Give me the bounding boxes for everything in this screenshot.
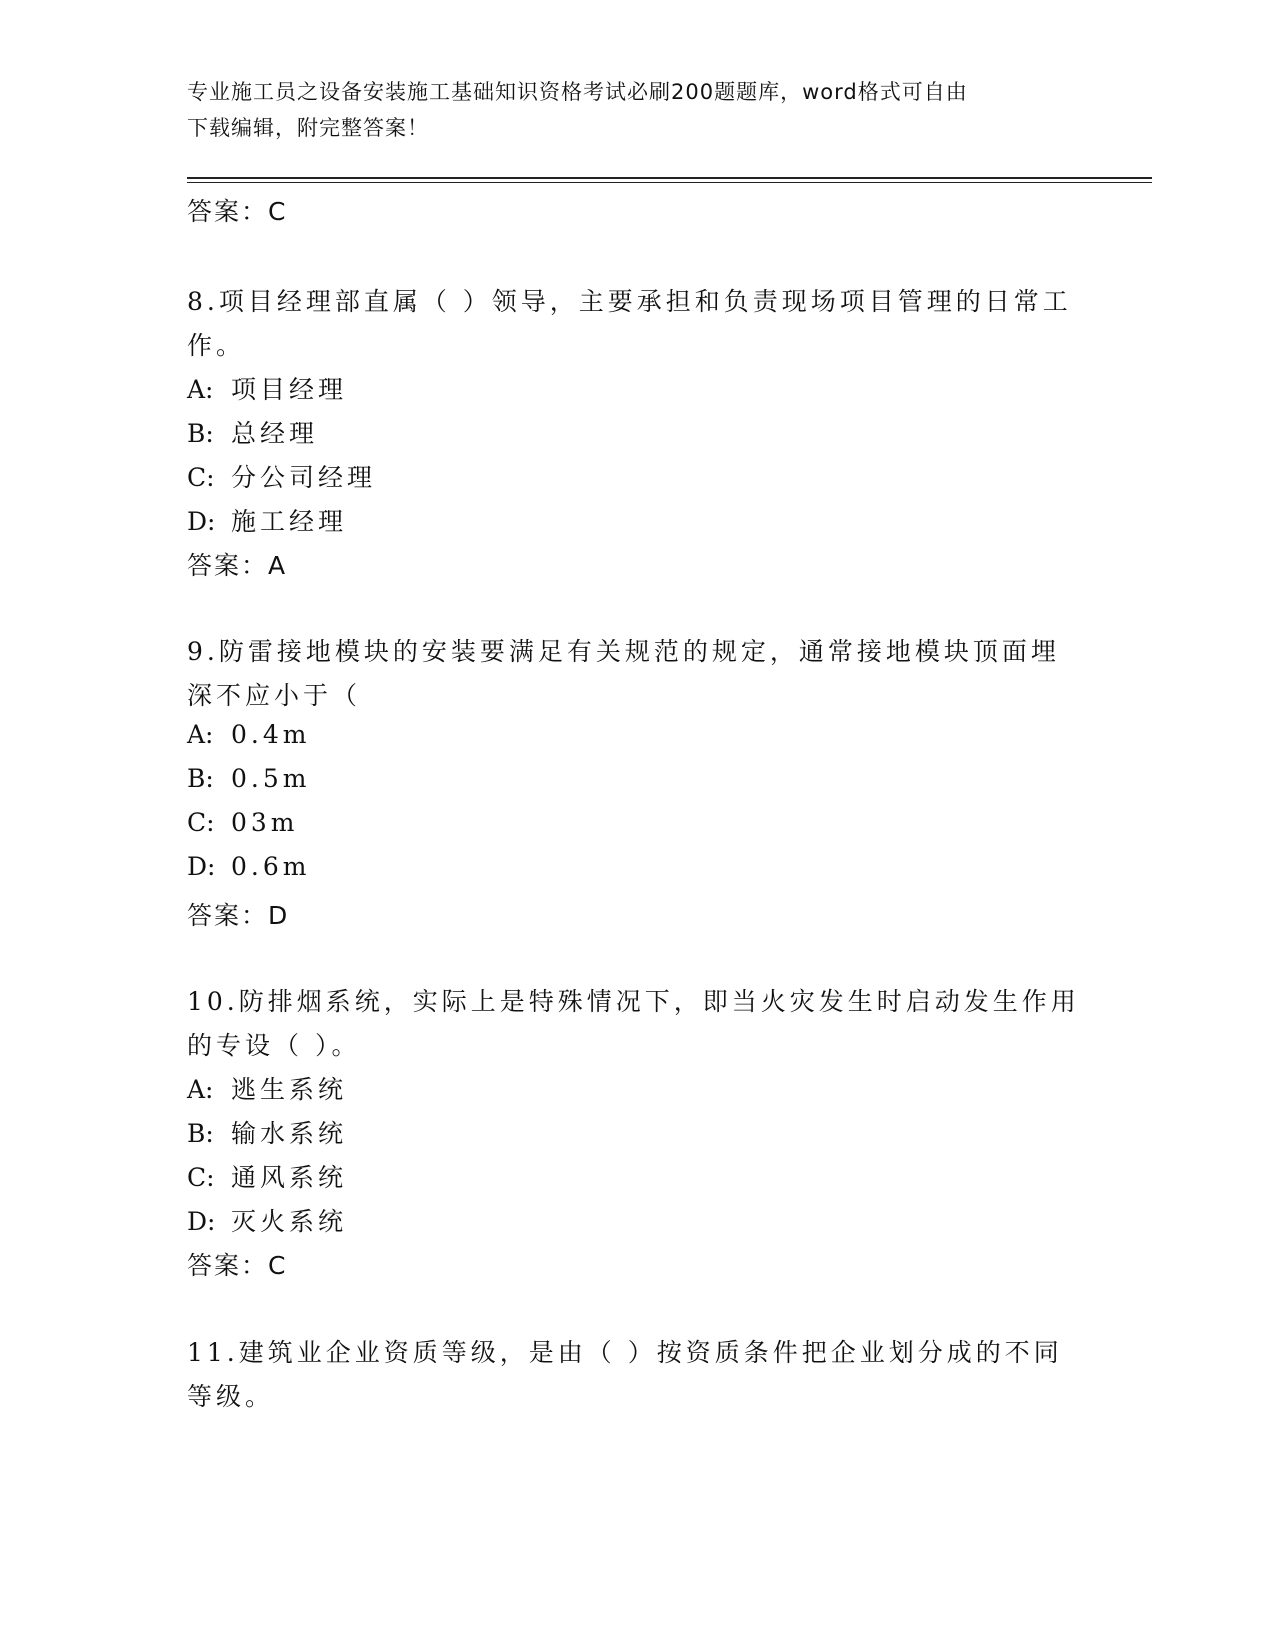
option-key: B: bbox=[187, 764, 214, 793]
question-8-option-a bbox=[187, 370, 347, 406]
option-text: 通风系统 bbox=[231, 1163, 348, 1192]
question-9-stem-line-1: 9.防雷接地模块的安装要满足有关规范的规定，通常接地模块顶面埋 bbox=[187, 637, 1060, 666]
option-text: 总经理 bbox=[231, 419, 319, 448]
question-8-answer: 答案：A bbox=[187, 551, 288, 580]
question-8-option-c bbox=[187, 458, 376, 494]
option-key: B: bbox=[187, 419, 214, 448]
page-header bbox=[187, 74, 1067, 146]
question-10-answer: 答案：C bbox=[187, 1251, 288, 1280]
option-text: 项目经理 bbox=[231, 375, 348, 404]
question-8-stem-line-2: 作。 bbox=[187, 331, 246, 360]
option-text: 输水系统 bbox=[231, 1119, 348, 1148]
question-9-option-b bbox=[187, 764, 310, 793]
option-key: D: bbox=[187, 852, 216, 881]
option-text: 0.5m bbox=[231, 764, 311, 793]
option-key: C: bbox=[187, 1163, 215, 1192]
header-line-1: 专业施工员之设备安装施工基础知识资格考试必刷200题题库，word格式可自由 bbox=[187, 80, 968, 104]
question-11-stem-line-2: 等级。 bbox=[187, 1382, 275, 1411]
question-11-stem-line-1: 11.建筑业企业资质等级，是由（ ）按资质条件把企业划分成的不同 bbox=[187, 1338, 1063, 1367]
question-10-option-d bbox=[187, 1202, 347, 1238]
answer-prev: 答案：C bbox=[187, 197, 288, 226]
option-key: D: bbox=[187, 507, 216, 536]
option-key: C: bbox=[187, 463, 215, 492]
question-8-option-d bbox=[187, 502, 347, 538]
option-text: 0.6m bbox=[231, 852, 311, 881]
header-rule-thin bbox=[187, 182, 1152, 183]
option-key: C: bbox=[187, 808, 215, 837]
question-8-option-b bbox=[187, 414, 318, 450]
header-rule-thick bbox=[187, 177, 1152, 179]
option-text: 施工经理 bbox=[231, 507, 348, 536]
option-text: 灭火系统 bbox=[231, 1207, 348, 1236]
question-9-stem-line-2: 深不应小于（ bbox=[187, 681, 362, 710]
question-9-answer: 答案：D bbox=[187, 901, 290, 930]
question-10-stem-line-1: 10.防排烟系统，实际上是特殊情况下，即当火灾发生时启动发生作用 bbox=[187, 987, 1080, 1016]
question-8-stem-line-1: 8.项目经理部直属（ ）领导，主要承担和负责现场项目管理的日常工 bbox=[187, 287, 1072, 316]
question-9-option-d bbox=[187, 852, 310, 881]
option-text: 分公司经理 bbox=[231, 463, 377, 492]
option-text: 逃生系统 bbox=[231, 1075, 348, 1104]
question-9-option-a bbox=[187, 720, 310, 749]
question-10-option-a bbox=[187, 1070, 347, 1106]
question-10-option-b bbox=[187, 1114, 347, 1150]
option-key: B: bbox=[187, 1119, 214, 1148]
option-text: 03m bbox=[231, 808, 299, 837]
question-9-option-c bbox=[187, 808, 299, 837]
option-key: A: bbox=[187, 720, 214, 749]
question-10-option-c bbox=[187, 1158, 347, 1194]
option-key: A: bbox=[187, 1075, 214, 1104]
question-10-stem-line-2: 的专设（ ）。 bbox=[187, 1031, 361, 1060]
option-text: 0.4m bbox=[231, 720, 311, 749]
option-key: A: bbox=[187, 375, 214, 404]
header-line-2: 下载编辑，附完整答案！ bbox=[187, 116, 429, 140]
option-key: D: bbox=[187, 1207, 216, 1236]
